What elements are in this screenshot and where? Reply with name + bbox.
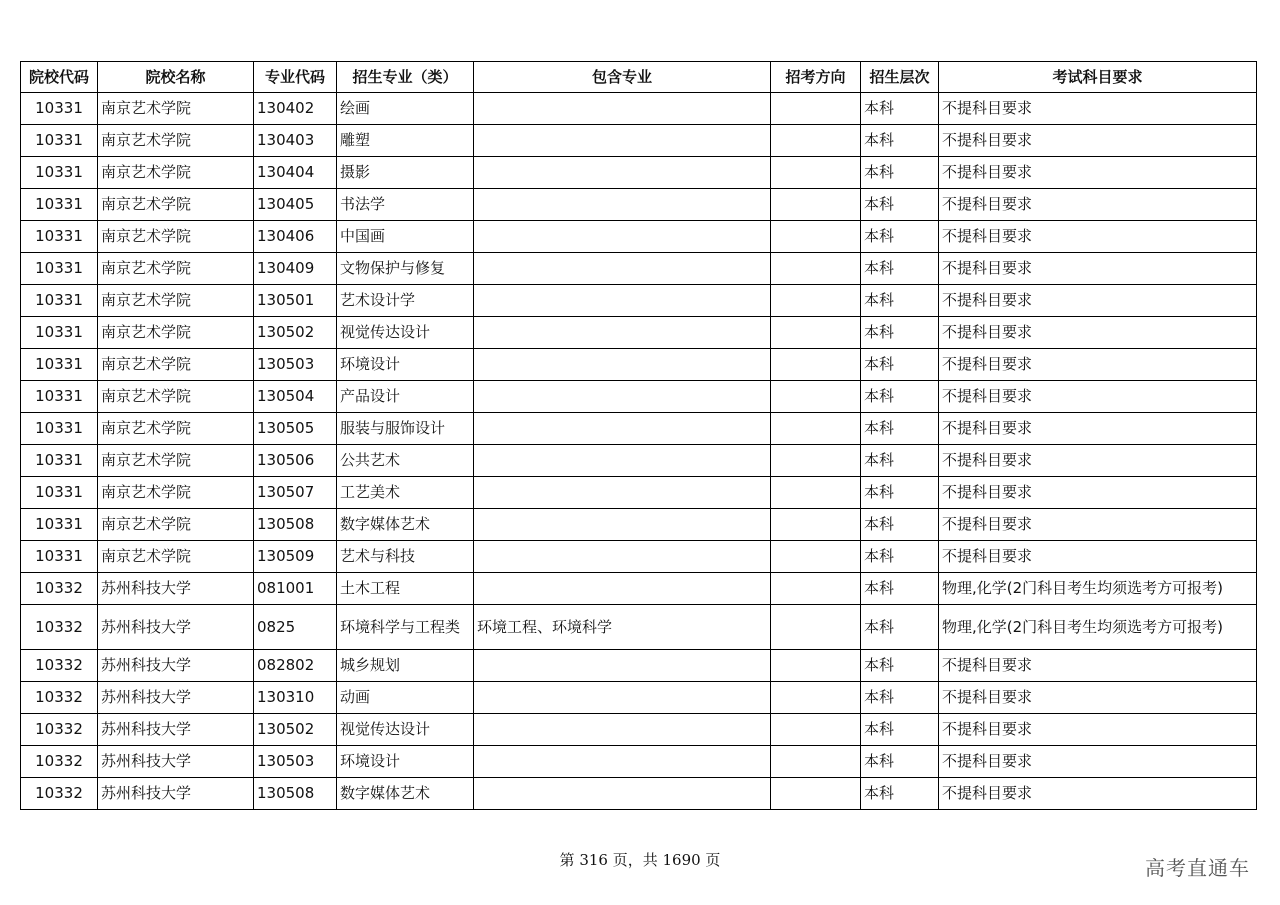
cell-level: 本科 [861, 573, 939, 605]
cell-direction [771, 746, 861, 778]
cell-included-majors [474, 573, 771, 605]
cell-direction [771, 573, 861, 605]
cell-included-majors [474, 317, 771, 349]
cell-major-name: 绘画 [337, 93, 474, 125]
cell-direction [771, 413, 861, 445]
cell-major-code: 130502 [254, 317, 337, 349]
cell-school-name: 苏州科技大学 [98, 746, 254, 778]
table-row [21, 509, 1257, 541]
table-row [21, 93, 1257, 125]
cell-level: 本科 [861, 157, 939, 189]
cell-major-code: 130402 [254, 93, 337, 125]
cell-subject-requirements: 不提科目要求 [939, 189, 1257, 221]
cell-school-code: 10331 [21, 253, 98, 285]
table-row [21, 573, 1257, 605]
cell-school-code: 10331 [21, 125, 98, 157]
cell-included-majors [474, 349, 771, 381]
cell-level: 本科 [861, 714, 939, 746]
cell-major-name: 中国画 [337, 221, 474, 253]
cell-major-code: 130504 [254, 381, 337, 413]
cell-subject-requirements: 不提科目要求 [939, 285, 1257, 317]
cell-major-name: 土木工程 [337, 573, 474, 605]
table-row [21, 125, 1257, 157]
cell-level: 本科 [861, 541, 939, 573]
table-row [21, 413, 1257, 445]
page-number: 第 316 页，共 1690 页 [559, 851, 721, 869]
cell-level: 本科 [861, 221, 939, 253]
cell-school-name: 南京艺术学院 [98, 349, 254, 381]
cell-included-majors [474, 746, 771, 778]
cell-major-name: 产品设计 [337, 381, 474, 413]
cell-major-name: 书法学 [337, 189, 474, 221]
cell-school-name: 苏州科技大学 [98, 573, 254, 605]
table-row [21, 253, 1257, 285]
table-header-row [21, 62, 1257, 93]
table-row [21, 157, 1257, 189]
enrollment-table [20, 61, 1257, 810]
cell-school-name: 南京艺术学院 [98, 253, 254, 285]
cell-subject-requirements: 不提科目要求 [939, 541, 1257, 573]
cell-subject-requirements: 不提科目要求 [939, 413, 1257, 445]
cell-school-name: 南京艺术学院 [98, 445, 254, 477]
cell-included-majors: 环境工程、环境科学 [474, 605, 771, 650]
table-row [21, 682, 1257, 714]
cell-subject-requirements: 不提科目要求 [939, 682, 1257, 714]
cell-school-name: 南京艺术学院 [98, 285, 254, 317]
cell-major-name: 环境设计 [337, 349, 474, 381]
cell-school-code: 10331 [21, 509, 98, 541]
cell-major-code: 130508 [254, 509, 337, 541]
header-level: 招生层次 [861, 62, 939, 93]
cell-major-name: 艺术与科技 [337, 541, 474, 573]
cell-major-name: 数字媒体艺术 [337, 509, 474, 541]
cell-included-majors [474, 157, 771, 189]
cell-school-code: 10332 [21, 605, 98, 650]
cell-level: 本科 [861, 317, 939, 349]
cell-level: 本科 [861, 682, 939, 714]
cell-major-name: 环境设计 [337, 746, 474, 778]
cell-major-name: 公共艺术 [337, 445, 474, 477]
table-row [21, 477, 1257, 509]
cell-included-majors [474, 541, 771, 573]
cell-school-name: 南京艺术学院 [98, 125, 254, 157]
cell-school-code: 10331 [21, 157, 98, 189]
cell-direction [771, 778, 861, 810]
table-row [21, 746, 1257, 778]
table-row [21, 650, 1257, 682]
cell-level: 本科 [861, 778, 939, 810]
cell-major-name: 雕塑 [337, 125, 474, 157]
cell-direction [771, 253, 861, 285]
cell-direction [771, 509, 861, 541]
cell-school-name: 南京艺术学院 [98, 221, 254, 253]
cell-level: 本科 [861, 605, 939, 650]
cell-school-code: 10332 [21, 746, 98, 778]
cell-included-majors [474, 381, 771, 413]
cell-included-majors [474, 189, 771, 221]
cell-school-code: 10331 [21, 221, 98, 253]
cell-subject-requirements: 不提科目要求 [939, 714, 1257, 746]
cell-major-name: 视觉传达设计 [337, 714, 474, 746]
cell-school-code: 10331 [21, 445, 98, 477]
cell-major-code: 130503 [254, 746, 337, 778]
cell-subject-requirements: 不提科目要求 [939, 221, 1257, 253]
table-row [21, 381, 1257, 413]
cell-subject-requirements: 不提科目要求 [939, 509, 1257, 541]
cell-included-majors [474, 413, 771, 445]
cell-subject-requirements: 不提科目要求 [939, 93, 1257, 125]
cell-major-code: 130507 [254, 477, 337, 509]
table-row [21, 317, 1257, 349]
cell-school-code: 10332 [21, 714, 98, 746]
cell-included-majors [474, 221, 771, 253]
cell-major-name: 摄影 [337, 157, 474, 189]
cell-direction [771, 541, 861, 573]
cell-level: 本科 [861, 509, 939, 541]
cell-direction [771, 605, 861, 650]
cell-direction [771, 682, 861, 714]
table-row [21, 189, 1257, 221]
cell-level: 本科 [861, 349, 939, 381]
cell-major-code: 130406 [254, 221, 337, 253]
table-row [21, 285, 1257, 317]
cell-school-code: 10331 [21, 541, 98, 573]
cell-school-name: 南京艺术学院 [98, 413, 254, 445]
cell-school-code: 10331 [21, 381, 98, 413]
cell-direction [771, 714, 861, 746]
header-school-code: 院校代码 [21, 62, 98, 93]
header-school-name: 院校名称 [98, 62, 254, 93]
table-row [21, 541, 1257, 573]
cell-included-majors [474, 714, 771, 746]
cell-direction [771, 285, 861, 317]
cell-major-name: 工艺美术 [337, 477, 474, 509]
cell-major-code: 130405 [254, 189, 337, 221]
cell-direction [771, 317, 861, 349]
cell-school-code: 10332 [21, 573, 98, 605]
cell-school-name: 南京艺术学院 [98, 317, 254, 349]
cell-included-majors [474, 125, 771, 157]
cell-major-name: 艺术设计学 [337, 285, 474, 317]
cell-included-majors [474, 285, 771, 317]
cell-school-code: 10332 [21, 778, 98, 810]
cell-subject-requirements: 物理,化学(2门科目考生均须选考方可报考) [939, 573, 1257, 605]
table-row [21, 605, 1257, 650]
cell-school-code: 10331 [21, 285, 98, 317]
cell-level: 本科 [861, 477, 939, 509]
cell-level: 本科 [861, 285, 939, 317]
cell-school-name: 南京艺术学院 [98, 157, 254, 189]
cell-school-name: 苏州科技大学 [98, 778, 254, 810]
header-subject-requirements: 考试科目要求 [939, 62, 1257, 93]
cell-direction [771, 221, 861, 253]
cell-direction [771, 381, 861, 413]
cell-direction [771, 445, 861, 477]
header-included-majors: 包含专业 [474, 62, 771, 93]
cell-school-name: 苏州科技大学 [98, 714, 254, 746]
cell-subject-requirements: 不提科目要求 [939, 381, 1257, 413]
cell-major-code: 130403 [254, 125, 337, 157]
cell-major-name: 数字媒体艺术 [337, 778, 474, 810]
cell-direction [771, 477, 861, 509]
cell-school-code: 10331 [21, 93, 98, 125]
cell-major-name: 环境科学与工程类 [337, 605, 474, 650]
cell-level: 本科 [861, 746, 939, 778]
cell-school-name: 南京艺术学院 [98, 381, 254, 413]
cell-direction [771, 125, 861, 157]
cell-subject-requirements: 不提科目要求 [939, 650, 1257, 682]
cell-major-code: 130310 [254, 682, 337, 714]
cell-school-code: 10331 [21, 477, 98, 509]
cell-direction [771, 93, 861, 125]
table-row [21, 445, 1257, 477]
table-row [21, 221, 1257, 253]
cell-level: 本科 [861, 189, 939, 221]
cell-school-name: 南京艺术学院 [98, 509, 254, 541]
cell-included-majors [474, 778, 771, 810]
cell-major-code: 130508 [254, 778, 337, 810]
cell-major-code: 082802 [254, 650, 337, 682]
cell-direction [771, 650, 861, 682]
cell-major-name: 视觉传达设计 [337, 317, 474, 349]
cell-major-name: 动画 [337, 682, 474, 714]
cell-school-code: 10331 [21, 349, 98, 381]
cell-level: 本科 [861, 445, 939, 477]
cell-level: 本科 [861, 413, 939, 445]
cell-major-code: 130503 [254, 349, 337, 381]
cell-major-code: 130509 [254, 541, 337, 573]
cell-included-majors [474, 650, 771, 682]
cell-school-name: 南京艺术学院 [98, 477, 254, 509]
cell-subject-requirements: 不提科目要求 [939, 445, 1257, 477]
cell-school-code: 10331 [21, 317, 98, 349]
cell-subject-requirements: 不提科目要求 [939, 157, 1257, 189]
cell-subject-requirements: 不提科目要求 [939, 477, 1257, 509]
cell-direction [771, 349, 861, 381]
cell-included-majors [474, 682, 771, 714]
cell-subject-requirements: 不提科目要求 [939, 349, 1257, 381]
cell-major-code: 130506 [254, 445, 337, 477]
cell-included-majors [474, 509, 771, 541]
cell-school-name: 苏州科技大学 [98, 605, 254, 650]
cell-major-code: 0825 [254, 605, 337, 650]
cell-included-majors [474, 445, 771, 477]
cell-subject-requirements: 不提科目要求 [939, 778, 1257, 810]
cell-level: 本科 [861, 381, 939, 413]
table-row [21, 714, 1257, 746]
cell-school-name: 苏州科技大学 [98, 650, 254, 682]
cell-major-name: 文物保护与修复 [337, 253, 474, 285]
cell-included-majors [474, 477, 771, 509]
cell-major-code: 130409 [254, 253, 337, 285]
cell-school-code: 10331 [21, 413, 98, 445]
cell-major-code: 130502 [254, 714, 337, 746]
cell-subject-requirements: 不提科目要求 [939, 317, 1257, 349]
cell-level: 本科 [861, 253, 939, 285]
cell-major-code: 081001 [254, 573, 337, 605]
header-major-name: 招生专业（类） [337, 62, 474, 93]
table-row [21, 349, 1257, 381]
cell-major-name: 服装与服饰设计 [337, 413, 474, 445]
cell-school-code: 10332 [21, 682, 98, 714]
watermark-logo-text: 高考直通车 [1145, 856, 1250, 880]
cell-school-name: 南京艺术学院 [98, 189, 254, 221]
cell-level: 本科 [861, 125, 939, 157]
cell-subject-requirements: 不提科目要求 [939, 253, 1257, 285]
cell-direction [771, 157, 861, 189]
cell-major-code: 130505 [254, 413, 337, 445]
cell-school-name: 南京艺术学院 [98, 541, 254, 573]
cell-subject-requirements: 不提科目要求 [939, 125, 1257, 157]
cell-school-name: 南京艺术学院 [98, 93, 254, 125]
cell-level: 本科 [861, 650, 939, 682]
cell-school-name: 苏州科技大学 [98, 682, 254, 714]
cell-subject-requirements: 不提科目要求 [939, 746, 1257, 778]
cell-major-name: 城乡规划 [337, 650, 474, 682]
cell-included-majors [474, 253, 771, 285]
cell-included-majors [474, 93, 771, 125]
cell-school-code: 10331 [21, 189, 98, 221]
cell-major-code: 130501 [254, 285, 337, 317]
table-row [21, 778, 1257, 810]
header-direction: 招考方向 [771, 62, 861, 93]
cell-major-code: 130404 [254, 157, 337, 189]
header-major-code: 专业代码 [254, 62, 337, 93]
cell-subject-requirements: 物理,化学(2门科目考生均须选考方可报考) [939, 605, 1257, 650]
cell-school-code: 10332 [21, 650, 98, 682]
cell-direction [771, 189, 861, 221]
cell-level: 本科 [861, 93, 939, 125]
